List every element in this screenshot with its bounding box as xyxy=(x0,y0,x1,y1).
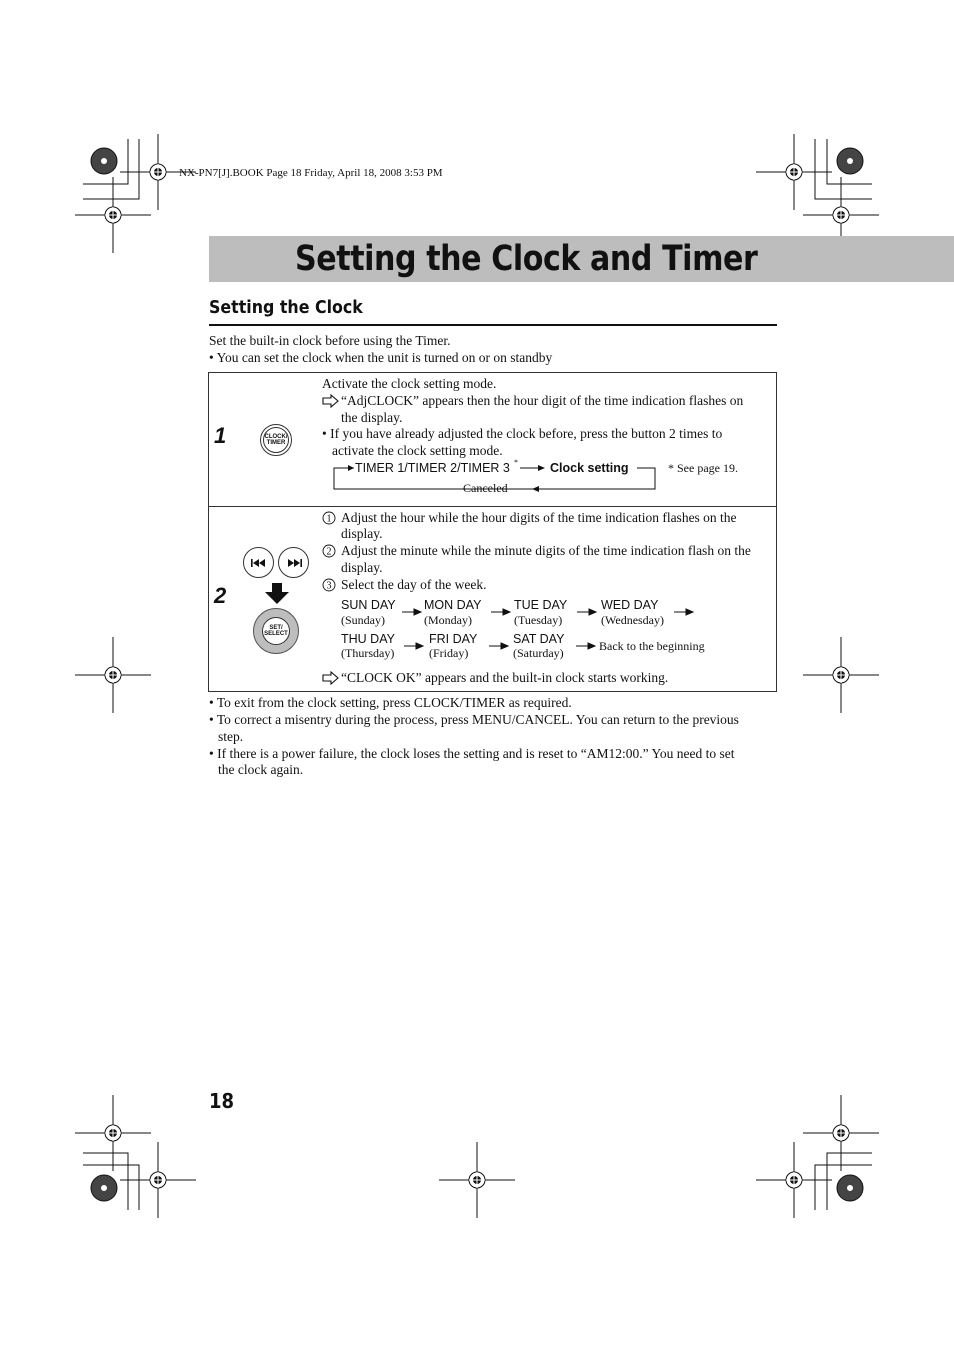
svg-text:2: 2 xyxy=(326,546,332,558)
clock-timer-label-line1: CLOCK/ xyxy=(264,434,288,440)
flow-timer-asterisk: * xyxy=(514,458,518,467)
note-1: • To exit from the clock setting, press CLOCK/TIMER as required. xyxy=(209,695,572,710)
day-sun-name: (Sunday) xyxy=(341,613,385,627)
clock-timer-label-line2: TIMER xyxy=(266,440,286,446)
day-fri-name: (Friday) xyxy=(429,646,469,660)
day-wed-name: (Wednesday) xyxy=(601,613,665,627)
step-1-line-2: “AdjCLOCK” appears then the hour digit of the time indication flashes on xyxy=(341,393,744,408)
day-thu-name: (Thursday) xyxy=(341,646,395,660)
note-3-cont: the clock again. xyxy=(218,762,304,777)
step-1-number: 1 xyxy=(214,423,227,448)
section-heading: Setting the Clock xyxy=(209,297,363,318)
note-2-cont: step. xyxy=(218,729,244,744)
step-1-line-4: • If you have already adjusted the clock before, press the button 2 times to xyxy=(322,426,723,441)
flow-canceled: Canceled xyxy=(463,481,508,495)
step-2-item-1-line-2: display. xyxy=(341,526,383,541)
set-select-label-line2: SELECT xyxy=(264,631,288,637)
day-tue-name: (Tuesday) xyxy=(514,613,563,627)
page-title: Setting the Clock and Timer xyxy=(295,239,758,279)
intro-line-1: Set the built-in clock before using the Timer. xyxy=(209,333,451,348)
flow-footnote: * See page 19. xyxy=(668,461,738,475)
day-fri: FRI DAY xyxy=(429,632,478,646)
intro-line-2: • You can set the clock when the unit is turned on or on standby xyxy=(209,350,553,365)
step-2-item-2-line-2: display. xyxy=(341,560,383,575)
step-1-line-3: the display. xyxy=(341,410,403,425)
day-sun: SUN DAY xyxy=(341,598,396,612)
day-thu: THU DAY xyxy=(341,632,395,646)
back-to-beginning: Back to the beginning xyxy=(599,639,705,653)
result-arrow-icon-2 xyxy=(322,671,340,685)
page-number: 18 xyxy=(209,1089,235,1113)
sunburst-mark-bottom-right xyxy=(837,1175,863,1201)
file-header-meta: NX-PN7[J].BOOK Page 18 Friday, April 18, 2008 3:53 PM xyxy=(179,167,443,179)
sunburst-mark-bottom-left xyxy=(91,1175,117,1201)
note-2: • To correct a misentry during the process, press MENU/CANCEL. You can return to the previous xyxy=(209,712,739,727)
day-wed: WED DAY xyxy=(601,598,659,612)
step-2-number-text: 2 xyxy=(214,583,227,608)
flow-clock-setting: Clock setting xyxy=(550,461,629,475)
step-1-line-1: Activate the clock setting mode. xyxy=(322,376,497,391)
note-3: • If there is a power failure, the clock loses the setting and is reset to “AM12:00.” You need to set xyxy=(209,746,735,761)
svg-text:3: 3 xyxy=(326,580,332,592)
step-1-line-5: activate the clock setting mode. xyxy=(332,443,503,458)
step-2-item-2-line-1: Adjust the minute while the minute digits of the time indication flash on the xyxy=(341,543,751,558)
day-sat-name: (Saturday) xyxy=(513,646,564,660)
svg-text:1: 1 xyxy=(326,513,332,525)
flow-timer-label: TIMER 1/TIMER 2/TIMER 3 xyxy=(355,461,510,475)
day-mon: MON DAY xyxy=(424,598,482,612)
step-2-item-1-line-1: Adjust the hour while the hour digits of the time indication flashes on the xyxy=(341,510,737,525)
step-2-result: “CLOCK OK” appears and the built-in clock starts working. xyxy=(341,670,669,685)
day-mon-name: (Monday) xyxy=(424,613,472,627)
day-tue: TUE DAY xyxy=(514,598,568,612)
step-2-item-3-line-1: Select the day of the week. xyxy=(341,577,487,592)
set-select-label-line1: SET/ xyxy=(269,625,283,631)
day-sat: SAT DAY xyxy=(513,632,565,646)
